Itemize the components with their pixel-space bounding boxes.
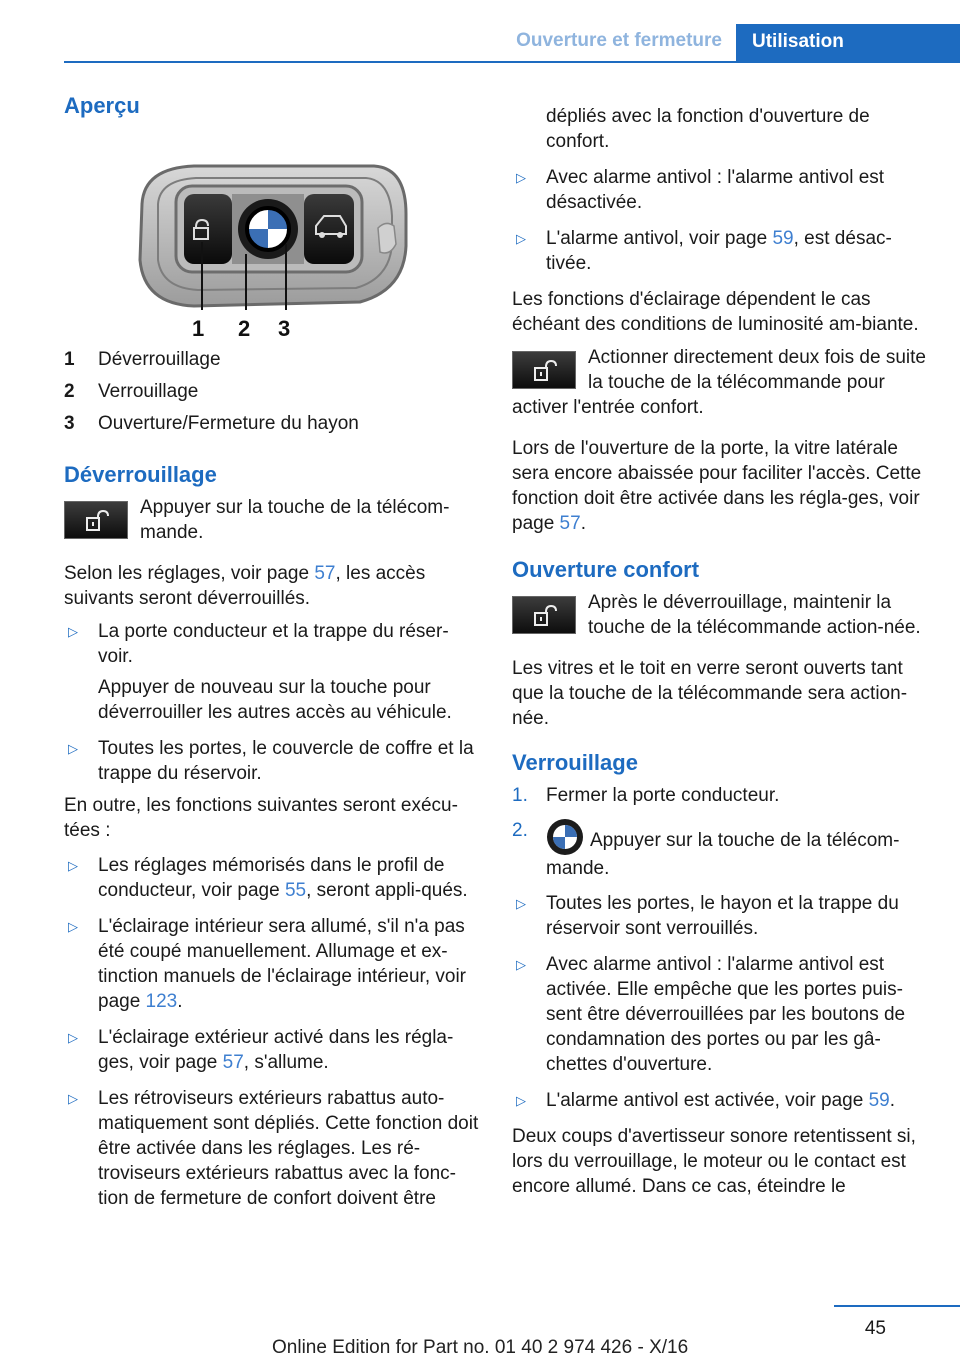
double-press-block	[512, 345, 926, 428]
list-item	[512, 891, 926, 941]
bullet-text: Avec alarme antivol : l'alarme antivol est désactivée.	[546, 167, 885, 213]
also-paragraph: En outre, les fonctions suivantes seront exécu‐tées :	[64, 795, 458, 841]
overview-heading: Aperçu	[64, 93, 140, 118]
bmw-logo-icon	[546, 818, 584, 856]
page-link[interactable]: 59	[772, 228, 794, 249]
header-tab: Utilisation	[736, 24, 960, 62]
bullet-text-end: .	[177, 991, 183, 1012]
bullet-text-end: .	[889, 1090, 895, 1111]
settings-text: Selon les réglages, voir page	[64, 563, 315, 584]
alarm-bullets	[512, 165, 926, 276]
window-text-end: .	[580, 513, 586, 534]
legend-item	[64, 411, 482, 443]
list-item	[512, 952, 926, 1077]
page-link[interactable]: 57	[559, 513, 581, 534]
comfort-block	[512, 590, 926, 648]
list-item	[64, 853, 482, 903]
unlock-button-icon	[512, 596, 576, 634]
bullet-text: L'éclairage intérieur sera allumé, s'il n'a pas été coupé manuellement. Allumage et ex‐tinction manuels de l'éclairage intérieur, voir page	[98, 916, 466, 1012]
legend-text: Ouverture/Fermeture du hayon	[98, 413, 359, 434]
page-number: 45	[864, 1318, 886, 1339]
lighting-paragraph: Les fonctions d'éclairage dépendent le cas échéant des conditions de luminosité am‐biante.	[512, 289, 919, 335]
bullet-text: L'alarme antivol, voir page	[546, 228, 773, 249]
footer-edition: Online Edition for Part no. 01 40 2 974 426 - X/16	[272, 1337, 689, 1358]
figure-legend	[64, 347, 482, 443]
bullet-subtext: Appuyer de nouveau sur la touche pour déverrouiller les autres accès au véhicule.	[98, 677, 452, 723]
legend-item	[64, 347, 482, 379]
horn-paragraph: Deux coups d'avertisseur sonore retentissent si, lors du verrouillage, le moteur ou le contact est encore allumé. Dans ce cas, éteindre le	[512, 1126, 916, 1197]
unlock-intro-block	[64, 495, 482, 553]
comfort-text: Après le déverrouillage, maintenir la touche de la télécommande action‐née.	[588, 592, 921, 638]
step-item	[512, 818, 926, 881]
settings-paragraph	[64, 561, 482, 611]
list-item	[64, 736, 482, 786]
bullet-text: L'éclairage extérieur activé dans les régla‐ges, voir page	[98, 1027, 454, 1073]
page-link[interactable]: 59	[868, 1090, 890, 1111]
lock-heading: Verrouillage	[512, 750, 638, 775]
list-item	[512, 1088, 926, 1113]
page-link[interactable]: 57	[222, 1052, 244, 1073]
bullet-text-end: , s'allume.	[243, 1052, 329, 1073]
step-number: 2.	[512, 820, 528, 841]
unlock-button-icon	[64, 501, 128, 539]
step-text: Appuyer sur la touche de la télécom‐mande.	[546, 830, 900, 879]
unlock-heading: Déverrouillage	[64, 462, 217, 487]
step-item	[512, 783, 926, 808]
bullet-text-end: , est désac‐tivée.	[546, 228, 892, 274]
list-item	[64, 914, 482, 1014]
comfort-heading: Ouverture confort	[512, 557, 700, 582]
list-item	[64, 619, 482, 725]
bullet-text: Les réglages mémorisés dans le profil de conducteur, voir page	[98, 855, 445, 901]
bullet-text: ▷ Toutes les portes, le couvercle de coffre et la trappe du réservoir.	[98, 738, 474, 784]
page-link[interactable]: 55	[284, 880, 307, 901]
unlock-bullets	[64, 619, 482, 786]
bullet-text: Les rétroviseurs extérieurs rabattus auto‐matiquement sont dépliés. Cette fonction doit être activée dans les réglages. Les ré‐troviseurs extérieurs rabattus avec la fonc‐tion de fermeture de confort doivent être	[98, 1088, 479, 1209]
continued-text: dépliés avec la fonction d'ouverture de confort.	[546, 106, 870, 152]
unlock-button-icon	[512, 351, 576, 389]
legend-text: Déverrouillage	[98, 349, 221, 370]
page-header	[64, 24, 960, 62]
figure-label-2: 2	[238, 316, 251, 339]
list-item	[512, 165, 926, 215]
figure-label-3: 3	[278, 316, 291, 339]
bullet-text: L'alarme antivol est activée, voir page	[546, 1090, 869, 1111]
window-paragraph	[512, 436, 926, 536]
step-text: Fermer la porte conducteur.	[546, 785, 780, 806]
bullet-text-end: , seront appli‐qués.	[306, 880, 468, 901]
figure-label-1: 1	[192, 316, 205, 339]
window-text: Lors de l'ouverture de la porte, la vitre latérale sera encore abaissée pour faciliter l'accès. Cette fonction doit être activée dans les régla‐ges, voir page	[512, 438, 922, 534]
unlock-intro-text: Appuyer sur la touche de la télécom‐mande.	[140, 497, 450, 543]
bullet-text: ▷ La porte conducteur et la trappe du réser‐voir.	[98, 621, 449, 667]
lock-steps	[512, 783, 926, 881]
lock-bullets	[512, 891, 926, 1113]
right-column	[512, 104, 926, 1207]
double-press-text: Actionner directement deux fois de suite la touche de la télécommande pour activer l'entrée confort.	[512, 347, 926, 418]
legend-item	[64, 379, 482, 411]
legend-number: 1	[64, 349, 75, 370]
bullet-text: Avec alarme antivol : l'alarme antivol est activée. Elle empêche que les portes puis‐sent être déverrouillées par les boutons de condamnation des portes ou par les gâ‐chettes d'ouverture.	[546, 954, 906, 1075]
legend-number: 3	[64, 413, 75, 434]
legend-text: Verrouillage	[98, 381, 199, 402]
header-rule	[64, 61, 960, 63]
legend-number: 2	[64, 381, 75, 402]
header-section: Ouverture et fermeture	[516, 30, 722, 51]
list-item	[64, 1025, 482, 1075]
function-bullets	[64, 853, 482, 1211]
footer-rule	[834, 1305, 960, 1307]
page-link[interactable]: 123	[145, 991, 178, 1012]
comfort-windows-text: Les vitres et le toit en verre seront ouverts tant que la touche de la télécommande sera action‐née.	[512, 658, 908, 729]
page-link[interactable]: 57	[314, 563, 336, 584]
list-item	[512, 226, 926, 276]
key-fob-illustration	[134, 164, 434, 339]
list-item	[64, 1086, 482, 1211]
left-column	[64, 92, 482, 1222]
key-fob-figure	[134, 164, 434, 339]
settings-text-end: , les accès suivants seront déverrouillés.	[64, 563, 426, 609]
bullet-text: Toutes les portes, le hayon et la trappe du réservoir sont verrouillés.	[546, 893, 899, 939]
step-number: 1.	[512, 785, 528, 806]
